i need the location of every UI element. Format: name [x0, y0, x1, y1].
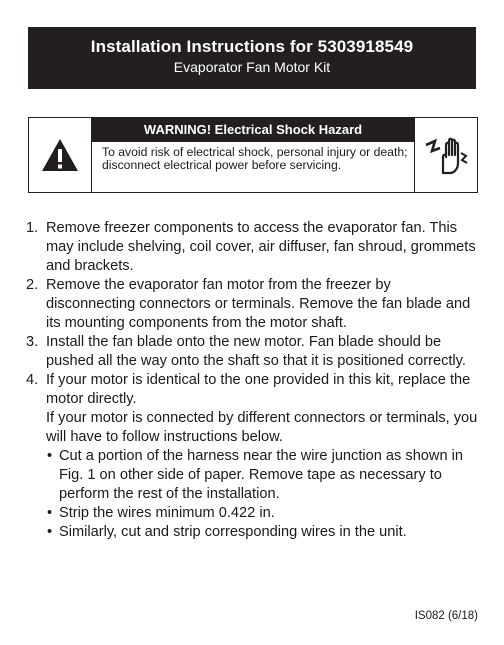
step-1	[26, 219, 482, 276]
warning-heading: WARNING! Electrical Shock Hazard	[92, 118, 414, 142]
step-number: 1.	[26, 220, 39, 236]
shock-hazard-cell	[414, 118, 477, 192]
step-text-continued: If your motor is connected by different connectors or terminals, you will have to follow instructions below.	[46, 410, 478, 445]
step-number: 4.	[26, 372, 39, 388]
step-4	[26, 371, 482, 542]
bullet-text: Cut a portion of the harness near the wire junction as shown in Fig. 1 on other side of paper. Remove tape as necessary to perform the rest of the installation.	[59, 448, 463, 502]
bullet-text: Strip the wires minimum 0.422 in.	[59, 505, 275, 521]
step-text: Remove the evaporator fan motor from the freezer by disconnecting connectors or terminals. Remove the fan blade and its mounting components from the motor shaft.	[46, 277, 471, 331]
document-header	[28, 27, 476, 89]
warning-text: To avoid risk of electrical shock, personal injury or death; disconnect electrical power before servicing.	[102, 145, 408, 172]
step-3	[26, 333, 482, 371]
warning-triangle-cell	[29, 118, 92, 192]
step-4-bullets	[46, 447, 482, 542]
step-2	[26, 276, 482, 333]
bullet-text: Similarly, cut and strip corresponding wires in the unit.	[59, 524, 407, 540]
warning-box	[28, 117, 478, 193]
step-number: 2.	[26, 277, 39, 293]
warning-triangle-icon	[40, 137, 80, 173]
bullet-item: • Strip the wires minimum 0.422 in.	[47, 505, 275, 521]
bullet-item: • Similarly, cut and strip corresponding wires in the unit.	[47, 524, 407, 540]
document-subtitle: Evaporator Fan Motor Kit	[173, 59, 331, 75]
bullet-item: • Cut a portion of the harness near the wire junction as shown in Fig. 1 on other side of paper. Remove tape as necessary to perform the rest of the installation.	[47, 448, 463, 502]
warning-content	[92, 118, 414, 192]
step-text: Remove freezer components to access the evaporator fan. This may include shelving, coil cover, air diffuser, fan shroud, grommets and brackets.	[46, 220, 476, 274]
step-number: 3.	[26, 334, 39, 350]
step-text: Install the fan blade onto the new motor. Fan blade should be pushed all the way onto the shaft so that it is positioned correctly.	[46, 334, 466, 369]
document-code: IS082 (6/18)	[414, 610, 478, 622]
instruction-steps	[26, 219, 482, 542]
document-title: Installation Instructions for 5303918549	[90, 37, 414, 56]
step-text: If your motor is identical to the one provided in this kit, replace the motor directly.	[46, 372, 471, 407]
electrical-shock-hand-icon	[423, 133, 469, 177]
